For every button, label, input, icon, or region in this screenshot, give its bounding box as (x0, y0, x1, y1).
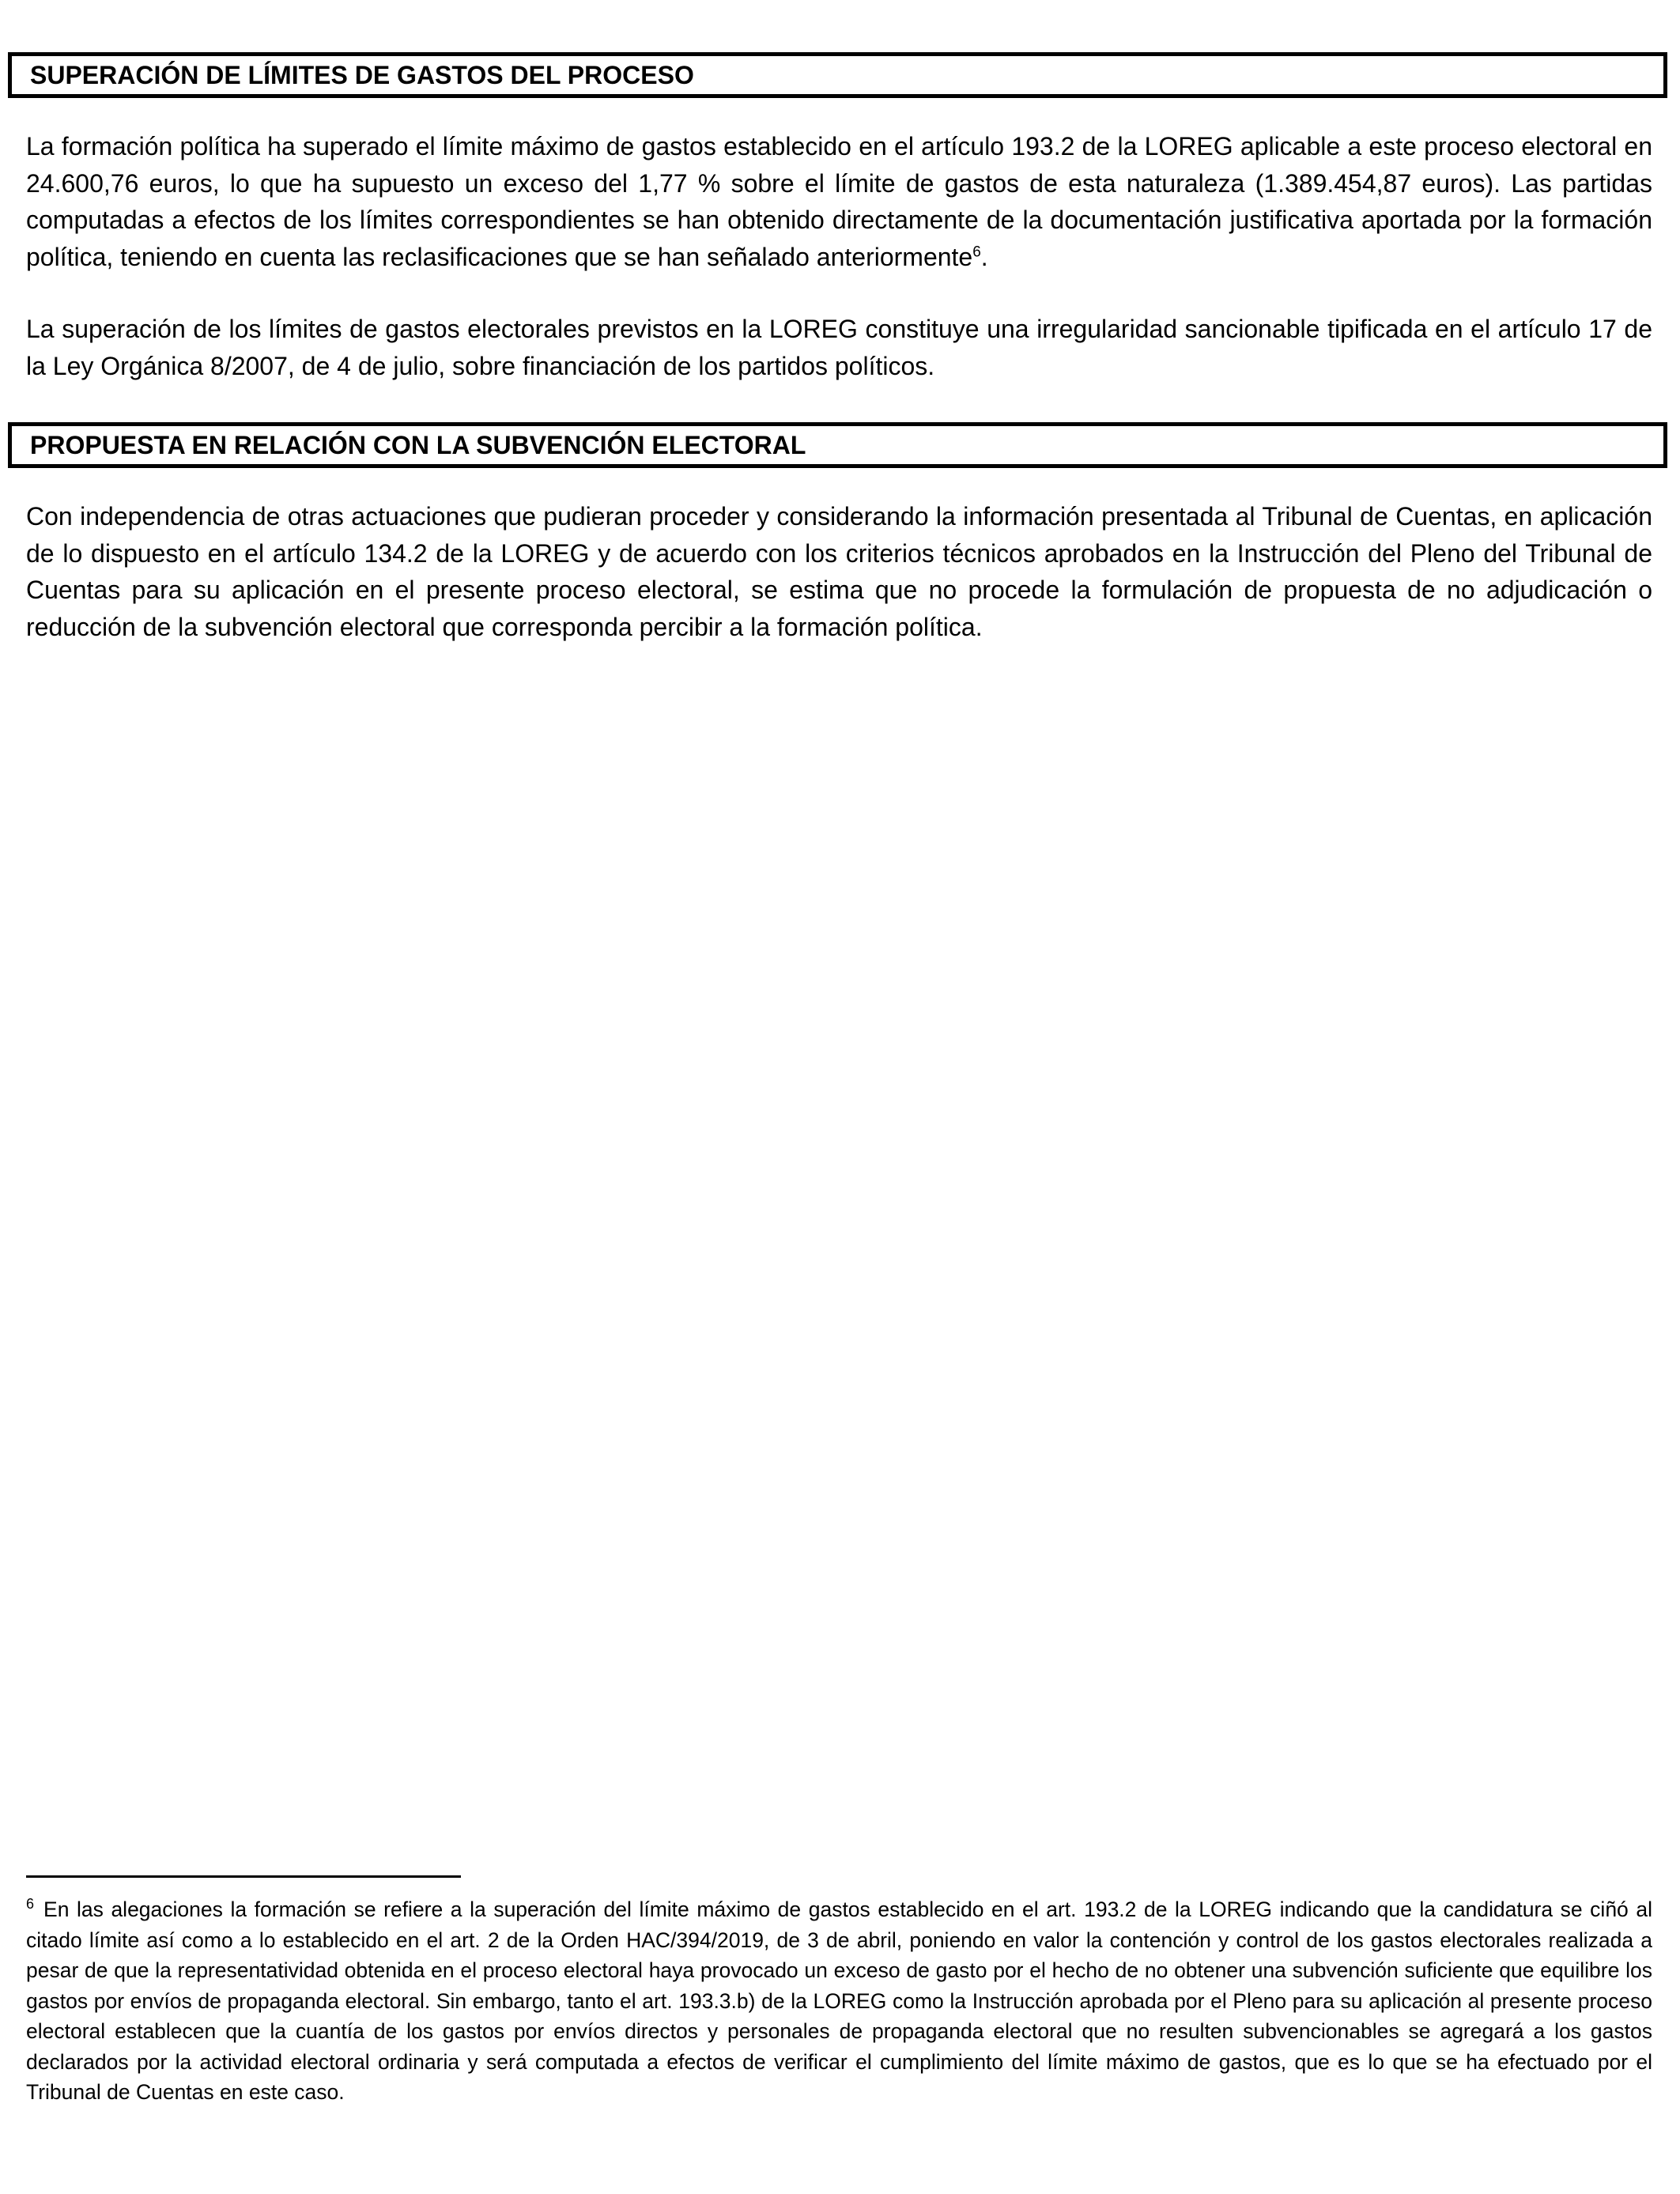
section-heading-limits: SUPERACIÓN DE LÍMITES DE GASTOS DEL PROCESO (30, 61, 694, 89)
footnote-6 (26, 1894, 1652, 2108)
paragraph-limit-exceeded (26, 128, 1652, 275)
paragraph-limit-exceeded-end: . (980, 242, 988, 271)
paragraph-irregularity: La superación de los límites de gastos electorales previstos en la LOREG constituye una irregularidad sancionable tipificada en el artículo 17 de la Ley Orgánica 8/2007, de 4 de julio, sobre financiación de los partidos políticos. (26, 315, 1652, 380)
section-heading-subsidy: PROPUESTA EN RELACIÓN CON LA SUBVENCIÓN ELECTORAL (30, 431, 806, 459)
footnote-reference-6[interactable]: 6 (972, 243, 981, 260)
section-heading-box-limits (8, 52, 1667, 98)
footnote-separator (26, 1875, 461, 1878)
paragraph-limit-exceeded-text: La formación política ha superado el límite máximo de gastos establecido en el artículo 193.2 de la LOREG aplicable a este proceso electoral en 24.600,76 euros, lo que ha supuesto un exceso del 1,77 % sobre el límite de gastos de esta naturaleza (1.389.454,87 euros). Las partidas computadas a efectos de los límites correspondientes se han obtenido directamente de la documentación justificativa aportada por la formación política, teniendo en cuenta las reclasificaciones que se han señalado anteriormente (26, 132, 1652, 271)
paragraph-subsidy-proposal: Con independencia de otras actuaciones que pudieran proceder y considerando la información presentada al Tribunal de Cuentas, en aplicación de lo dispuesto en el artículo 134.2 de la LOREG y de acuerdo con los criterios técnicos aprobados en la Instrucción del Pleno del Tribunal de Cuentas para su aplicación en el presente proceso electoral, se estima que no procede la formulación de propuesta de no adjudicación o reducción de la subvención electoral que corresponda percibir a la formación política. (26, 502, 1652, 641)
footnote-text: En las alegaciones la formación se refiere a la superación del límite máximo de gastos establecido en el art. 193.2 de la LOREG indicando que la candidatura se ciñó al citado límite así como a lo establecido en el art. 2 de la Orden HAC/394/2019, de 3 de abril, poniendo en valor la contención y control de los gastos electorales realizada a pesar de que la representatividad obtenida en el proceso electoral haya provocado un exceso de gasto por el hecho de no obtener una subvención suficiente que equilibre los gastos por envíos de propaganda electoral. Sin embargo, tanto el art. 193.3.b) de la LOREG como la Instrucción aprobada por el Pleno para su aplicación al presente proceso electoral establecen que la cuantía de los gastos por envíos directos y personales de propaganda electoral que no resulten subvencionables se agregará a los gastos declarados por la actividad electoral ordinaria y será computada a efectos de verificar el cumplimiento del límite máximo de gastos, que es lo que se ha efectuado por el Tribunal de Cuentas en este caso. (26, 1898, 1652, 2104)
footnote-number: 6 (26, 1896, 35, 1913)
section-heading-box-subsidy (8, 422, 1667, 468)
